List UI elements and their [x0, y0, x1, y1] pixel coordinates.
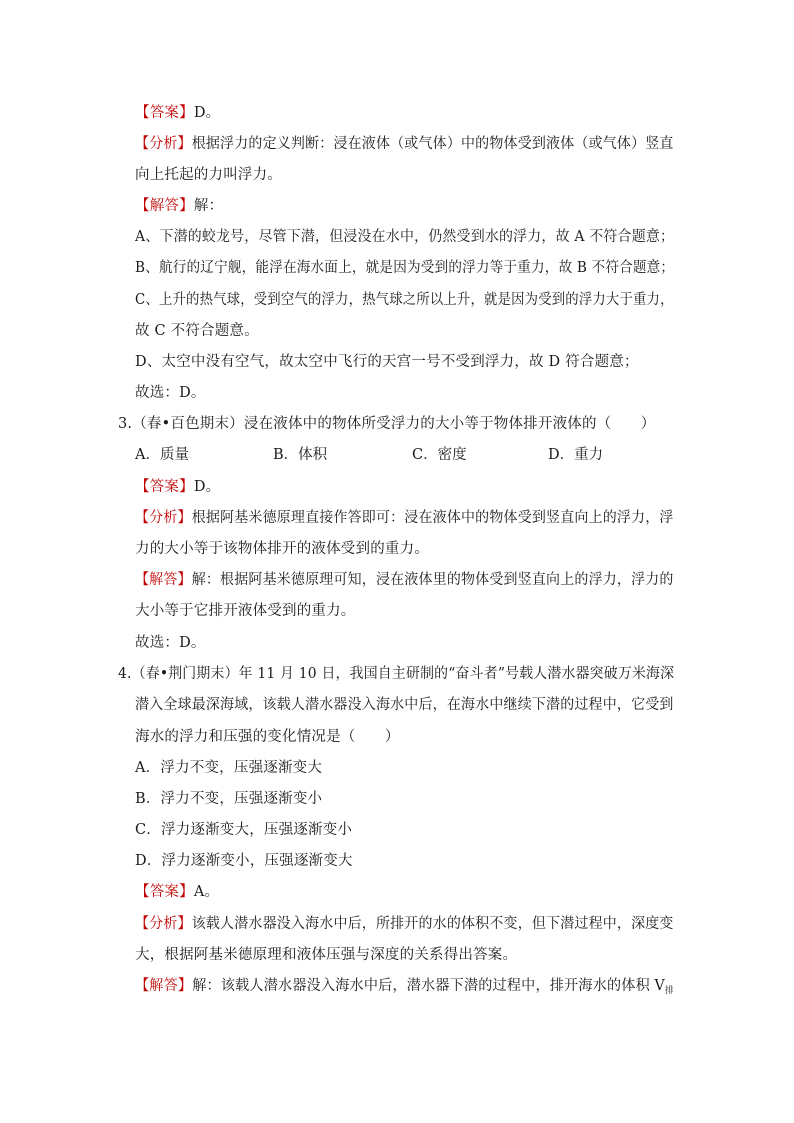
q2-solution-line: [135, 196, 223, 216]
analysis-text: 根据浮力的定义判断：浸在液体（或气体）中的物体受到液体（或气体）竖直: [191, 136, 674, 152]
q2-option-d-explanation: D、太空中没有空气，故太空中飞行的天宫一号不受到浮力，故 D 符合题意；: [135, 354, 639, 370]
q3-stem: 3.（春•百色期末）浸在液体中的物体所受浮力的大小等于物体排开液体的（ ）: [118, 416, 656, 432]
analysis-tag: 【分析】: [135, 510, 192, 526]
q2-option-c-explanation-1: C、上升的热气球，受到空气的浮力，热气球之所以上升，就是因为受到的浮力大于重力，: [135, 292, 674, 308]
q2-option-b-explanation: B、航行的辽宁舰，能浮在海水面上，就是因为受到的浮力等于重力，故 B 不符合题意；: [135, 260, 675, 276]
q4-stem-line-3: 海水的浮力和压强的变化情况是（ ）: [135, 729, 400, 745]
q2-option-c-explanation-2: 故 C 不符合题意。: [135, 323, 259, 339]
q2-answer-line: [135, 103, 220, 123]
analysis-text: 该载人潜水器没入海水中后，所排开的水的体积不变，但下潜过程中，深度变: [191, 916, 674, 932]
q4-answer-line: [135, 882, 219, 902]
q4-option-b: B．浮力不变，压强逐渐变小: [135, 791, 323, 807]
q3-solution-line-2: 大小等于它排开液体受到的重力。: [135, 603, 356, 619]
q3-option-c: C．密度: [412, 447, 467, 463]
q3-analysis-line-2: 力的大小等于该物体排开的液体受到的重力。: [135, 541, 429, 557]
analysis-tag: 【分析】: [135, 136, 192, 152]
q4-analysis-line-2: 大，根据阿基米德原理和液体压强与深度的关系得出答案。: [135, 947, 518, 963]
q3-option-d: D．重力: [548, 447, 604, 463]
solution-intro: 解：: [193, 198, 224, 214]
q3-answer-line: [135, 477, 220, 497]
solution-tag: 【解答】: [135, 978, 193, 994]
q4-option-c: C．浮力逐渐变大，压强逐渐变小: [135, 822, 353, 838]
q4-analysis-line-1: [135, 914, 674, 934]
answer-text: D。: [193, 479, 221, 495]
answer-text: D。: [193, 105, 221, 121]
analysis-text: 根据阿基米德原理直接作答即可：浸在液体中的物体受到竖直向上的浮力，浮: [191, 510, 674, 526]
solution-tag: 【解答】: [135, 198, 194, 214]
q2-choose: 故选：D。: [135, 385, 206, 401]
q2-analysis-line-1: [135, 134, 674, 154]
answer-tag: 【答案】: [135, 884, 194, 900]
solution-tag: 【解答】: [135, 572, 192, 588]
q3-analysis-line-1: [135, 508, 674, 528]
answer-tag: 【答案】: [135, 105, 194, 121]
solution-text: 解：该载人潜水器没入海水中后，潜水器下潜的过程中，排开海水的体积 V: [192, 978, 665, 994]
q3-solution-line-1: [135, 570, 674, 590]
analysis-tag: 【分析】: [135, 916, 192, 932]
q4-solution-line-1: [135, 976, 674, 1001]
q3-option-b: B．体积: [273, 447, 328, 463]
q2-analysis-line-2: 向上托起的力叫浮力。: [135, 167, 282, 183]
answer-text: A。: [193, 884, 220, 900]
solution-text: 解：根据阿基米德原理可知，浸在液体里的物体受到竖直向上的浮力，浮力的: [191, 572, 674, 588]
q4-stem-line-1: 4.（春•荆门期末）年 11 月 10 日，我国自主研制的“奋斗者”号载人潜水器突破万米海深: [118, 666, 675, 682]
q3-option-a: A．质量: [135, 447, 189, 463]
subscript-pai: 排: [664, 986, 674, 996]
q2-option-a-explanation: A、下潜的蛟龙号，尽管下潜，但浸没在水中，仍然受到水的浮力，故 A 不符合题意；: [135, 229, 675, 245]
answer-tag: 【答案】: [135, 479, 194, 495]
q4-option-a: A．浮力不变，压强逐渐变大: [135, 760, 323, 776]
q4-option-d: D．浮力逐渐变小，压强逐渐变大: [135, 853, 353, 869]
q4-stem-line-2: 潜入全球最深海域，该载人潜水器没入海水中后，在海水中继续下潜的过程中，它受到: [135, 697, 674, 713]
q3-choose: 故选：D。: [135, 635, 206, 651]
